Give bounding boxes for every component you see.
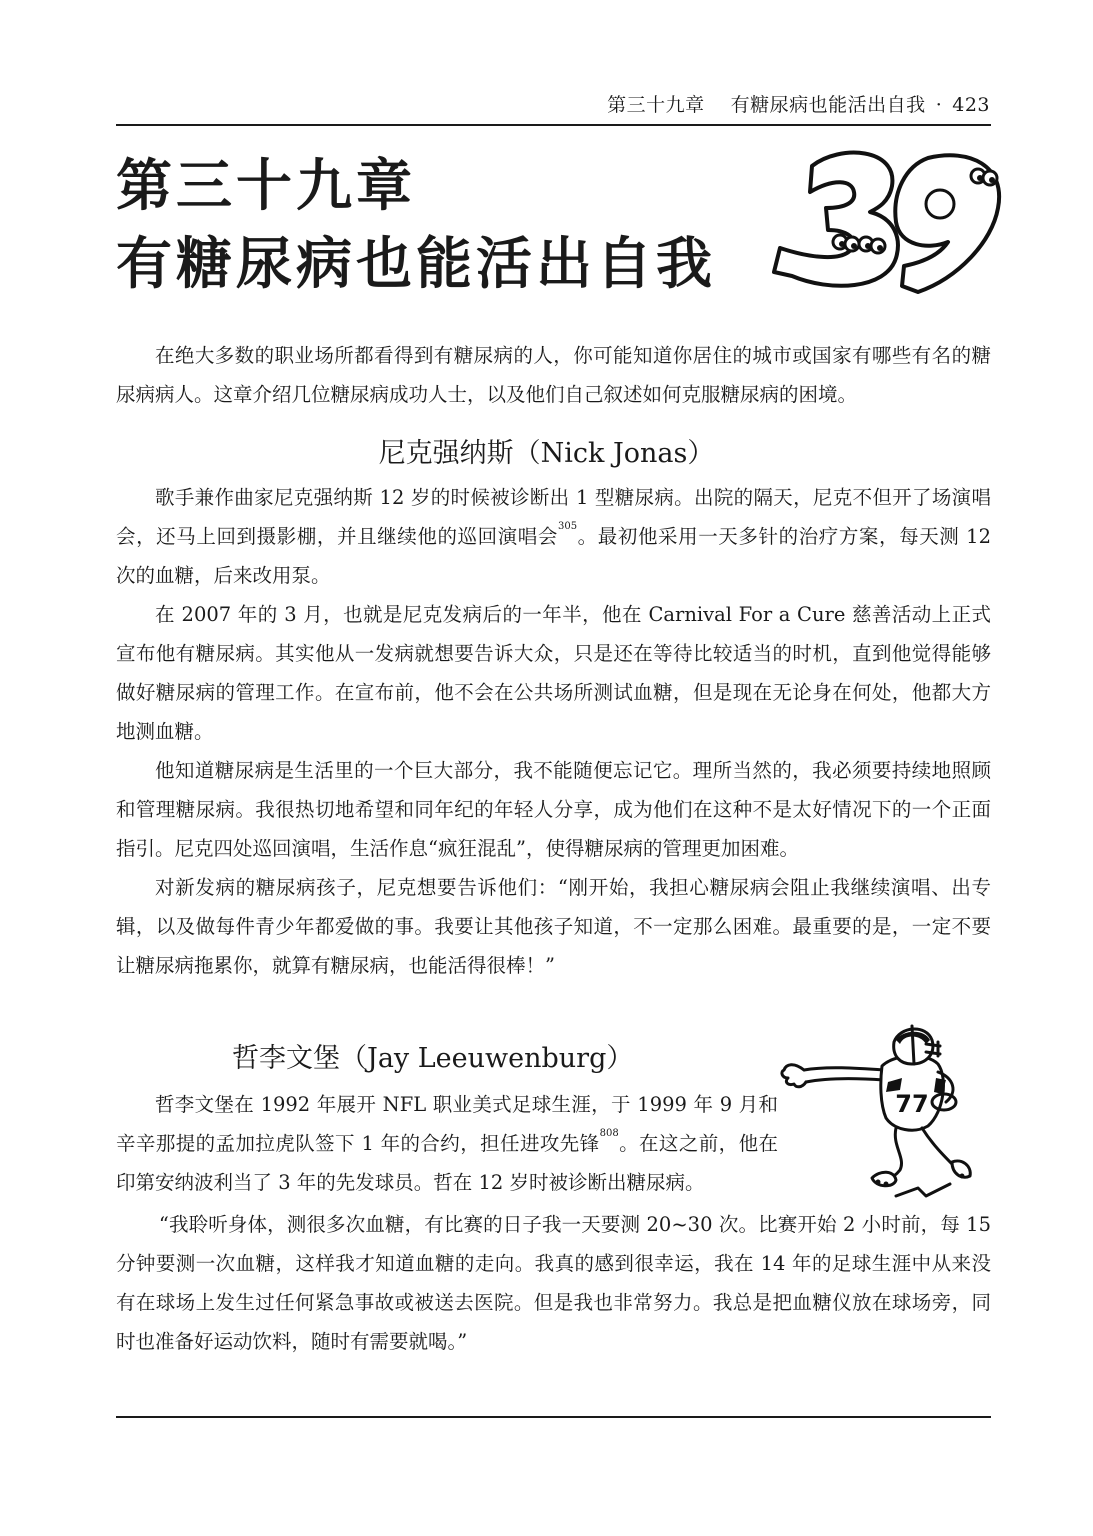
paragraph-text: 歌手兼作曲家尼克强纳斯 12 岁的时候被诊断出 1 型糖尿病。出院的隔天，尼克不但开了场演唱会，还马上回到摄影棚，并且继续他的巡回演唱会 (116, 486, 991, 548)
paragraph-text: 哲李文堡在 1992 年展开 NFL 职业美式足球生涯，于 1999 年 9 月和辛辛那提的孟加拉虎队签下 1 年的合约，担任进攻先锋 (116, 1093, 778, 1155)
reference-superscript: 305 (557, 521, 578, 532)
chapter-title-line2: 有糖尿病也能活出自我 (116, 232, 716, 297)
page-number: 423 (952, 94, 990, 116)
paragraph: 在 2007 年的 3 月，也就是尼克发病后的一年半，他在 Carnival For a Cure 慈善活动上正式宣布他有糖尿病。其实他从一发病就想要告诉大众，只是还在等待比较适当的时机，直到他觉得能够做好糖尿病的管理工作。在宣布前，他不会在公共场所测试血糖，但是现在无论身在何处，他都大方地测血糖。 (116, 603, 991, 743)
intro-section (116, 336, 991, 414)
chapter-title (116, 148, 716, 304)
header-rule (116, 124, 991, 126)
paragraph-text: 。最初他采用一天多针的治疗方案，每天测 12 次的血糖，后来改用泵。 (116, 525, 991, 587)
section-body-jay-quote (116, 1205, 991, 1361)
paragraph (116, 1085, 778, 1202)
section-body-nick-jonas (116, 478, 991, 985)
header-chapter-label: 第三十九章 (607, 94, 705, 116)
intro-paragraph: 在绝大多数的职业场所都看得到有糖尿病的人，你可能知道你居住的城市或国家有哪些有名的糖尿病病人。这章介绍几位糖尿病成功人士，以及他们自己叙述如何克服糖尿病的困境。 (116, 344, 991, 406)
paragraph: 对新发病的糖尿病孩子，尼克想要告诉他们：“刚开始，我担心糖尿病会阻止我继续演唱、出专辑，以及做每件青少年都爱做的事。我要让其他孩子知道，不一定那么困难。最重要的是，一定不要让糖尿病拖累你，就算有糖尿病，也能活得很棒！” (116, 876, 991, 977)
paragraph-text: 。在这之前，他在印第安纳波利当了 3 年的先发球员。哲在 12 岁时被诊断出糖尿病。 (116, 1132, 778, 1194)
header-chapter-title: 有糖尿病也能活出自我 (730, 94, 926, 116)
section-body-jay-intro (116, 1085, 778, 1202)
footer-rule (116, 1416, 991, 1418)
chapter-title-line1: 第三十九章 (116, 154, 416, 219)
paragraph (116, 478, 991, 595)
jersey-number: 77 (895, 1090, 929, 1118)
paragraph: 他知道糖尿病是生活里的一个巨大部分，我不能随便忘记它。理所当然的，我必须要持续地照顾和管理糖尿病。我很热切地希望和同年纪的年轻人分享，成为他们在这种不是太好情况下的一个正面指引。尼克四处巡回演唱，生活作息“疯狂混乱”，使得糖尿病的管理更加困难。 (116, 759, 991, 860)
chapter-number-39-graphic (770, 144, 1005, 294)
football-player-illustration (776, 1020, 996, 1202)
section-heading-nick-jonas: 尼克强纳斯（Nick Jonas） (378, 438, 715, 469)
section-heading-jay-leeuwenburg: 哲李文堡（Jay Leeuwenburg） (232, 1043, 634, 1074)
header-separator: · (935, 94, 943, 116)
reference-superscript: 808 (599, 1128, 619, 1139)
paragraph: “我聆听身体，测很多次血糖，有比赛的日子我一天要测 20~30 次。比赛开始 2 小时前，每 15 分钟要测一次血糖，这样我才知道血糖的走向。我真的感到很幸运，我在 14 年的足球生涯中从来没有在球场上发生过任何紧急事故或被送去医院。但是我也非常努力。我总是把血糖仪放在球场旁，同时也准备好运动饮料，随时有需要就喝。” (116, 1213, 991, 1353)
running-header (607, 90, 990, 117)
